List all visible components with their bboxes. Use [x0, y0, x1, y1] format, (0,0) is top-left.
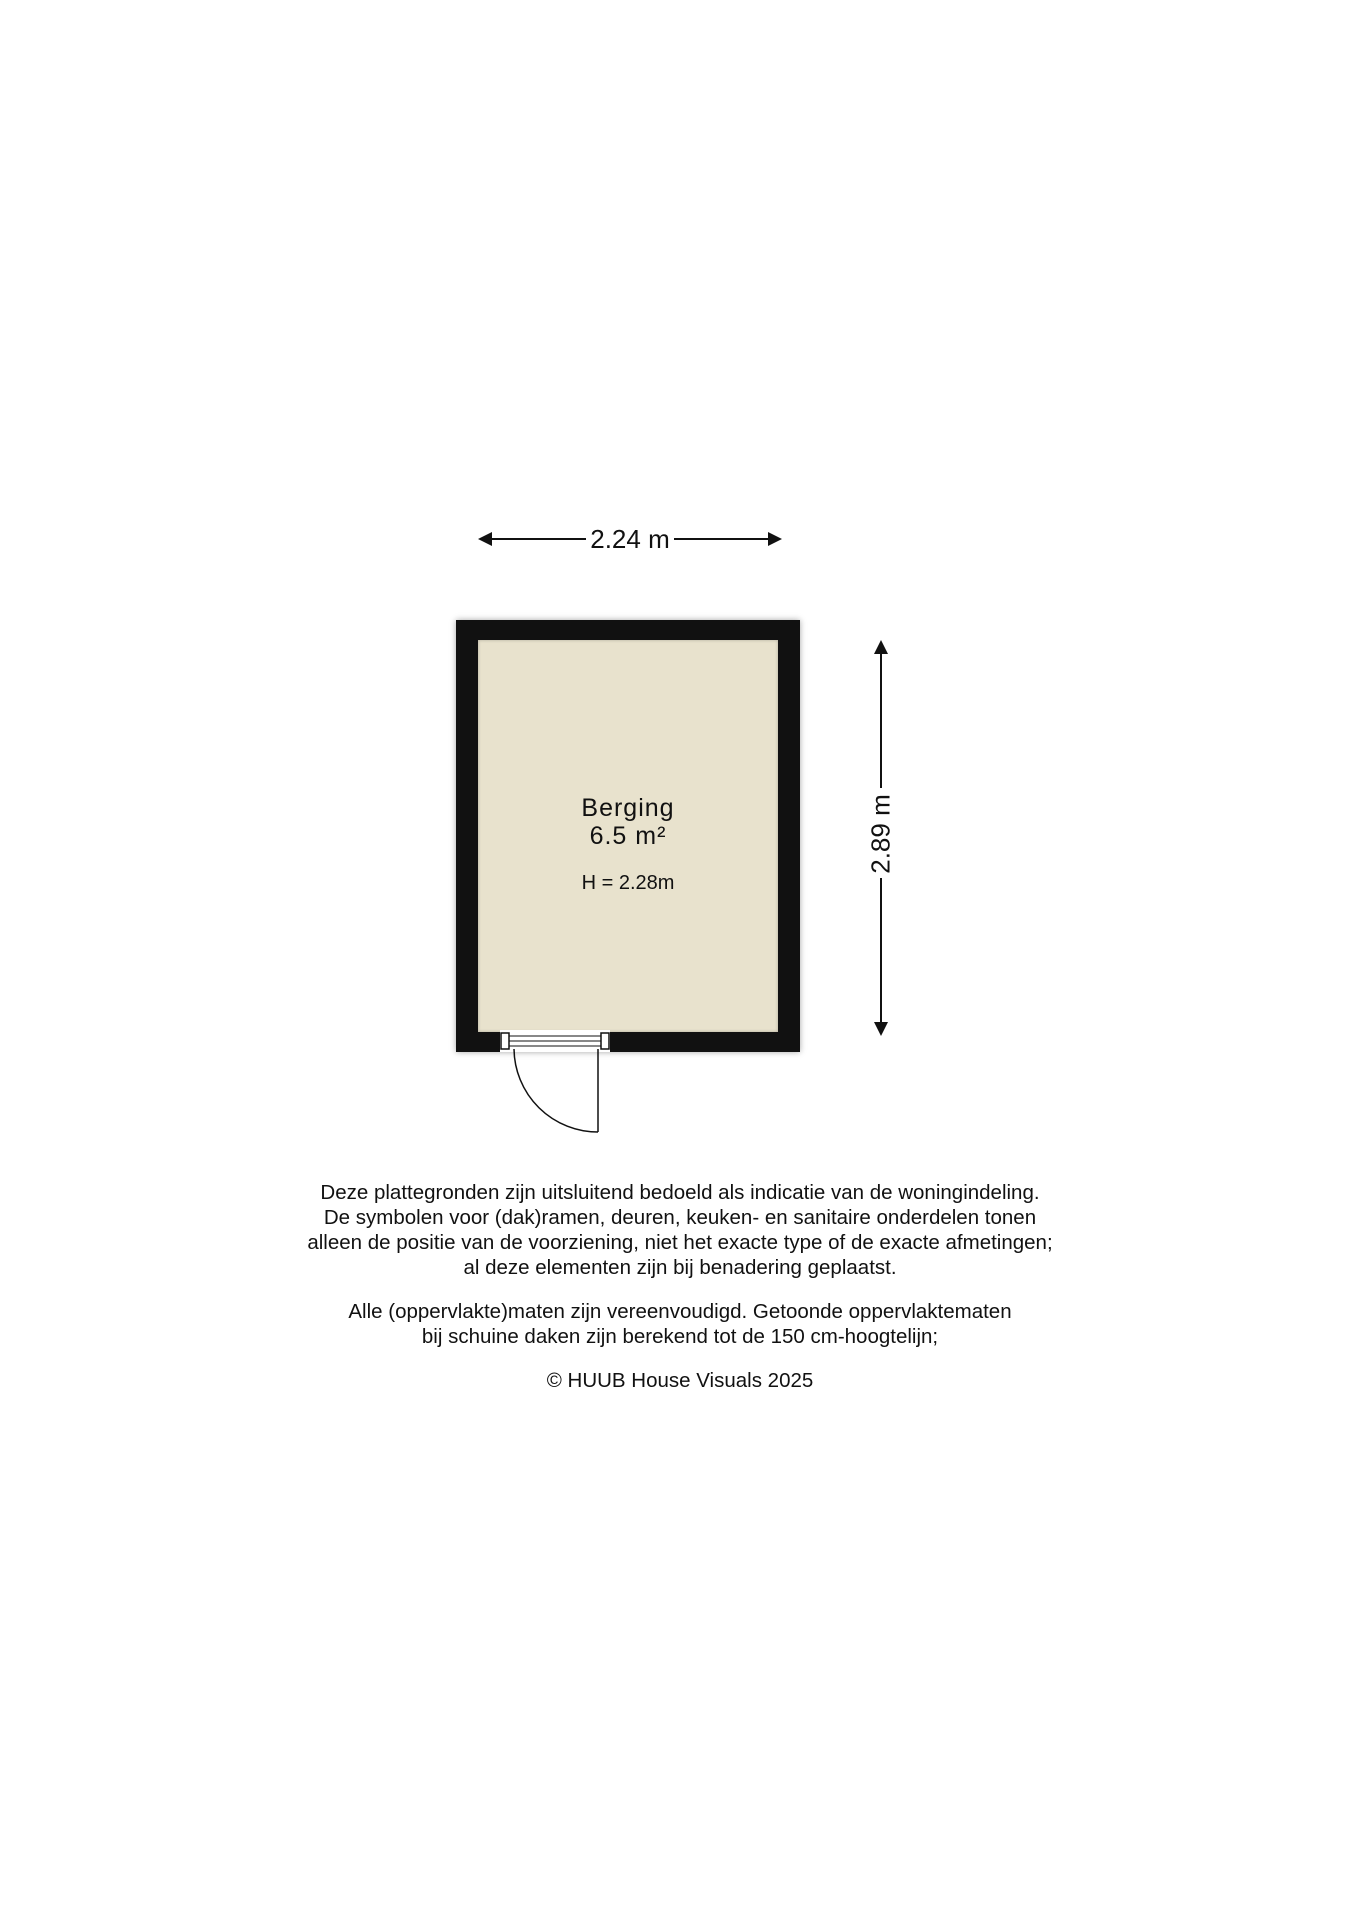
room-berging — [456, 620, 800, 1052]
dimension-line — [880, 878, 882, 1028]
disclaimer-line: Alle (oppervlakte)maten zijn vereenvoudigd. Getoonde oppervlaktematen — [348, 1300, 1012, 1323]
arrow-down-icon — [874, 1022, 888, 1036]
door-icon — [500, 1030, 610, 1140]
disclaimer-line: bij schuine daken zijn berekend tot de 150 cm-hoogtelijn; — [421, 1325, 939, 1348]
disclaimer — [200, 1180, 1160, 1412]
disclaimer-paragraph-2 — [200, 1299, 1160, 1349]
depth-dimension — [865, 640, 896, 1036]
disclaimer-line: De symbolen voor (dak)ramen, deuren, keuken- en sanitaire onderdelen tonen — [323, 1206, 1037, 1229]
depth-label: 2.89 m — [865, 794, 896, 874]
door-jamb — [501, 1033, 509, 1049]
width-dimension — [478, 526, 782, 552]
room-height: H = 2.28m — [581, 872, 675, 894]
door-jamb — [601, 1033, 609, 1049]
dimension-line — [880, 648, 882, 788]
copyright: © HUUB House Visuals 2025 — [546, 1369, 814, 1392]
door-swing-arc — [514, 1049, 598, 1132]
disclaimer-line: Deze plattegronden zijn uitsluitend bedoeld als indicatie van de woningindeling. — [320, 1181, 1040, 1204]
disclaimer-paragraph-1 — [200, 1180, 1160, 1280]
disclaimer-line: alleen de positie van de voorziening, niet het exacte type of de exacte afmetingen; — [307, 1231, 1053, 1254]
room-floor — [478, 640, 778, 1032]
arrow-right-icon — [768, 532, 782, 546]
width-label: 2.24 m — [590, 524, 670, 554]
disclaimer-line: al deze elementen zijn bij benadering geplaatst. — [463, 1256, 897, 1279]
room-name: Berging — [581, 794, 675, 822]
dimension-line — [674, 538, 774, 540]
room-area: 6.5 m² — [589, 822, 667, 850]
